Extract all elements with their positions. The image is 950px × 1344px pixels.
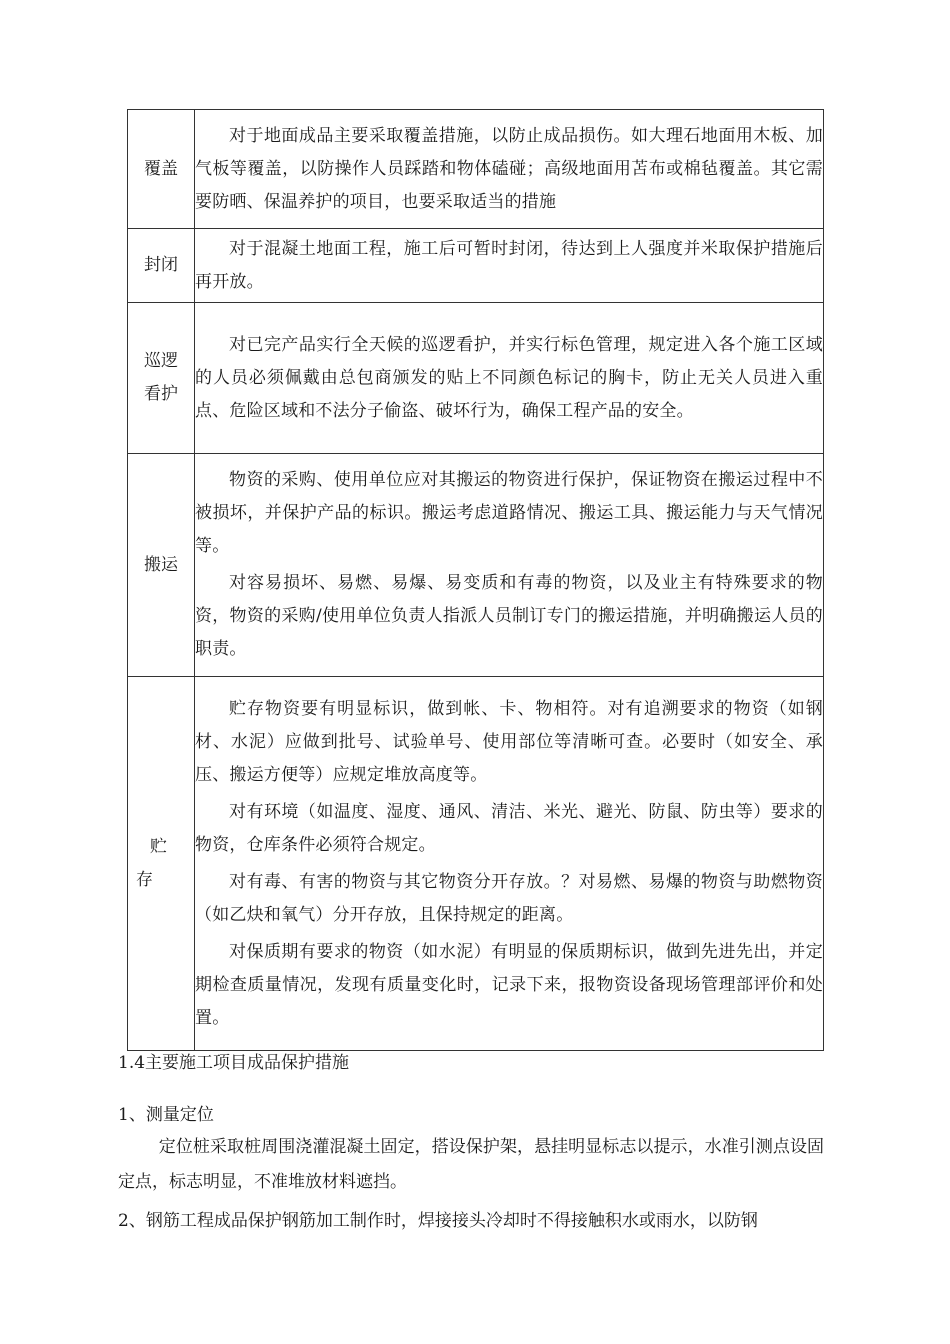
row-content	[195, 303, 824, 454]
row-paragraph: 对于混凝土地面工程，施工后可暂时封闭，待达到上人强度并米取保护措施后再开放。	[195, 238, 823, 292]
row-label	[128, 677, 195, 1051]
protection-measures-table	[127, 109, 824, 1051]
row-content	[195, 229, 824, 303]
row-paragraph: 对有环境（如温度、湿度、通风、清洁、米光、避光、防鼠、防虫等）要求的物资，仓库条件必须符合规定。	[195, 801, 823, 855]
row-content	[195, 454, 824, 677]
table-row	[128, 454, 824, 677]
row-paragraph: 贮存物资要有明显标识，做到帐、卡、物相符。对有追溯要求的物资（如钢材、水泥）应做到批号、试验单号、使用部位等清晰可查。必要时（如安全、承压、搬运方便等）应规定堆放高度等。	[195, 698, 823, 785]
row-label	[128, 229, 195, 303]
row-paragraph: 对已完产品实行全天候的巡逻看护，并实行标色管理，规定进入各个施工区域的人员必须佩戴由总包商颁发的贴上不同颜色标记的胸卡，防止无关人员进入重点、危险区域和不法分子偷盗、破坏行为，确保工程产品的安全。	[195, 334, 823, 421]
row-paragraph: 物资的采购、使用单位应对其搬运的物资进行保护，保证物资在搬运过程中不被损坏，并保护产品的标识。搬运考虑道路情况、搬运工具、搬运能力与天气情况等。	[195, 470, 823, 556]
row-label-text: 巡逻	[144, 351, 178, 371]
row-label-text: 覆盖	[144, 158, 178, 179]
row-paragraph: 对于地面成品主要采取覆盖措施，以防止成品损伤。如大理石地面用木板、加气板等覆盖，以防操作人员踩踏和物体磕碰；高级地面用苫布或棉毡覆盖。其它需要防晒、保温养护的项目，也要采取适当的措施	[195, 125, 823, 212]
row-label-text: 搬运	[144, 554, 178, 575]
item-paragraph: 定位桩采取桩周围浇灌混凝土固定，搭设保护架，悬挂明显标志以提示，水准引测点设固定点，标志明显，不准堆放材料遮挡。	[118, 1137, 824, 1192]
item-body	[118, 1130, 824, 1200]
row-content	[195, 677, 824, 1051]
row-label-text: 看护	[144, 384, 178, 404]
row-content	[195, 110, 824, 229]
row-label-text: 存	[136, 869, 153, 890]
row-label-text: 封闭	[144, 255, 178, 275]
table-row	[128, 677, 824, 1051]
row-label	[128, 303, 195, 454]
table-row	[128, 110, 824, 229]
item-heading: 1、测量定位	[118, 1105, 214, 1125]
table-row	[128, 303, 824, 454]
section-heading: 1.4主要施工项目成品保护措施	[118, 1053, 350, 1073]
row-paragraph: 对容易损坏、易燃、易爆、易变质和有毒的物资，以及业主有特殊要求的物资，物资的采购/使用单位负责人指派人员制订专门的搬运措施，并明确搬运人员的职责。	[195, 573, 823, 659]
row-label	[128, 454, 195, 677]
row-label-text: 贮	[150, 836, 167, 857]
row-paragraph: 对有毒、有害的物资与其它物资分开存放。？对易燃、易爆的物资与助燃物资（如乙炔和氧气）分开存放，且保持规定的距离。	[195, 871, 823, 925]
table-row	[128, 229, 824, 303]
row-paragraph: 对保质期有要求的物资（如水泥）有明显的保质期标识，做到先进先出，并定期检查质量情况，发现有质量变化时，记录下来，报物资设备现场管理部评价和处置。	[195, 941, 823, 1028]
row-label	[128, 110, 195, 229]
item-heading: 2、钢筋工程成品保护钢筋加工制作时，焊接接头冷却时不得接触积水或雨水，以防钢	[118, 1211, 758, 1231]
